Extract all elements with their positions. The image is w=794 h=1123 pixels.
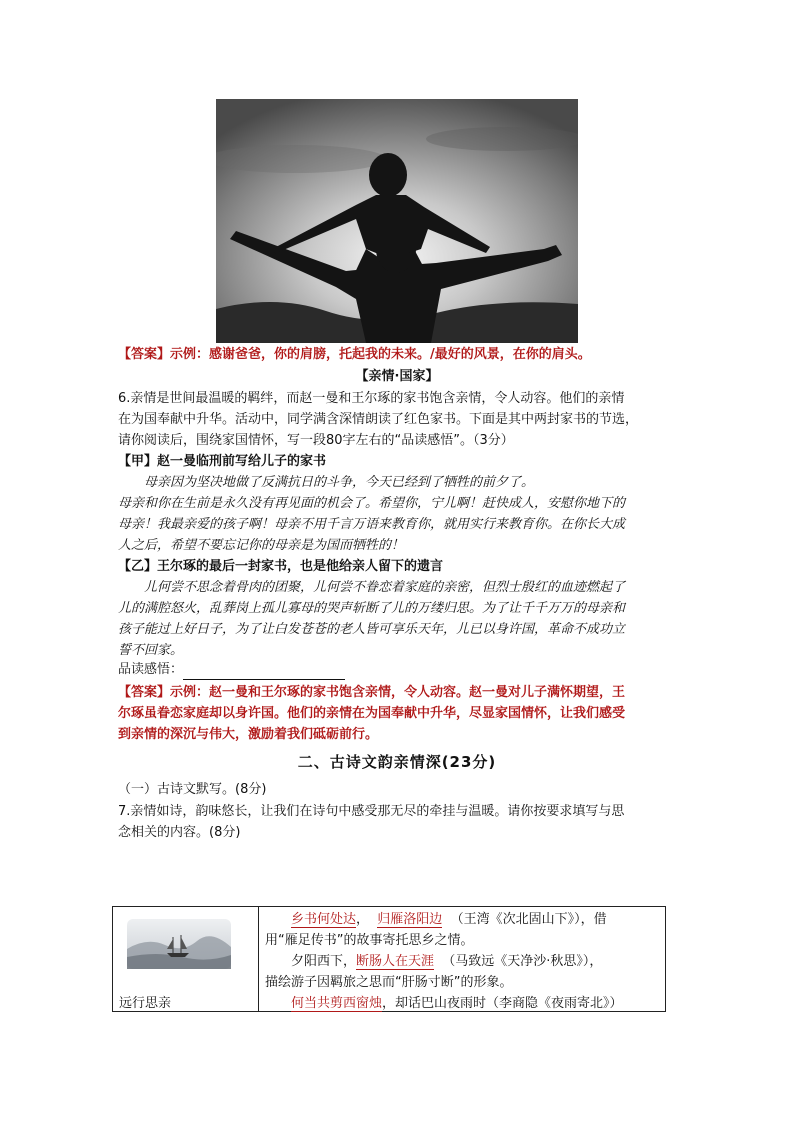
- letter-a-line-4: 人之后，希望不要忘记你的母亲是为国而牺牲的！: [118, 538, 405, 553]
- landscape-thumbnail: [127, 919, 231, 969]
- letter-b-title: 【乙】王尔琢的最后一封家书，也是他给亲人留下的遗言: [118, 559, 444, 574]
- letter-a-line-3: 母亲！我最亲爱的孩子啊！母亲不用千言万语来教育你，就用实行来教育你。在你长大成: [118, 517, 626, 532]
- father-child-silhouette-image: [216, 99, 578, 343]
- q6-line-3: 请你阅读后，围绕家国情怀，写一段80字左右的“品读感悟”。（3分）: [118, 433, 514, 448]
- poem-prefix-2: 夕阳西下，: [291, 954, 357, 969]
- answer-2-line-1: [118, 683, 625, 703]
- answer-2-text-1: 示例：赵一曼和王尔琢的家书饱含亲情，令人动容。赵一曼对儿子满怀期望，王: [170, 685, 626, 700]
- poem-source-2: （马致远《天净沙·秋思》），: [442, 954, 603, 969]
- answer-tag: 【答案】: [118, 347, 171, 362]
- part-2-title: 二、古诗文韵亲情深(23分): [297, 753, 497, 771]
- q6-line-2: 在为国奉献中升华。活动中，同学满含深情朗读了红色家书。下面是其中两封家书的节选，: [118, 412, 639, 427]
- poem-answer-2[interactable]: 归雁洛阳边: [377, 912, 443, 927]
- poem-row-1b: 用“雁足传书”的故事寄托思乡之情。: [265, 933, 474, 948]
- q7-line-2: 念相关的内容。(8分): [118, 825, 241, 840]
- poem-answer-3[interactable]: 断肠人在天涯: [356, 954, 435, 969]
- poem-sep: ，: [356, 912, 370, 927]
- letter-a-title: 【甲】赵一曼临刑前写给儿子的家书: [118, 454, 327, 469]
- q6-line-1: 6.亲情是世间最温暖的羁绊，而赵一曼和王尔琢的家书饱含亲情，令人动容。他们的亲情: [118, 391, 625, 406]
- letter-b-line-4: 誓不回家。: [118, 643, 184, 658]
- answer-2-line-3: 到亲情的深沉与伟大，激励着我们砥砺前行。: [118, 727, 379, 742]
- section-heading: 【亲情·国家】: [355, 369, 439, 384]
- category-label: 远行思亲: [119, 996, 172, 1011]
- poem-row-1: [291, 910, 607, 930]
- poem-row-3: [291, 994, 623, 1014]
- letter-b-line-2: 儿的满腔怒火，乱葬岗上孤儿寡母的哭声斩断了儿的万缕归思。为了让千千万万的母亲和: [118, 601, 626, 616]
- poem-answer-1[interactable]: 乡书何处达: [291, 912, 357, 927]
- poem-table: [112, 906, 666, 1012]
- sub-section-1: （一）古诗文默写。(8分): [118, 782, 267, 797]
- answer-1: [118, 345, 591, 365]
- poem-source-1: （王湾《次北固山下》），借: [450, 912, 607, 927]
- letter-a-line-1: 母亲因为坚决地做了反满抗日的斗争，今天已经到了牺牲的前夕了。: [144, 475, 535, 490]
- poem-rest-3: ，却话巴山夜雨时（李商隐《夜雨寄北》）: [382, 996, 623, 1011]
- poem-answer-4[interactable]: 何当共剪西窗烛: [291, 996, 383, 1011]
- poem-row-2b: 描绘游子因羁旅之思而“肝肠寸断”的形象。: [265, 975, 513, 990]
- answer-prefix: 示例：: [170, 347, 210, 362]
- answer-2-line-2: 尔琢虽眷恋家庭却以身许国。他们的亲情在为国奉献中升华，尽显家国情怀，让我们感受: [118, 706, 626, 721]
- response-row: [118, 660, 345, 680]
- letter-b-line-1: 儿何尝不思念着骨肉的团聚，儿何尝不眷恋着家庭的亲密，但烈士殷红的血迹燃起了: [144, 580, 626, 595]
- response-label: 品读感悟：: [118, 662, 184, 677]
- answer-text: 感谢爸爸，你的肩膀，托起我的未来。/最好的风景，在你的肩头。: [209, 347, 591, 362]
- category-cell: [113, 907, 259, 1012]
- q7-line-1: 7.亲情如诗，韵味悠长，让我们在诗句中感受那无尽的牵挂与温暖。请你按要求填写与思: [118, 804, 625, 819]
- letter-b-line-3: 孩子能过上好日子，为了让白发苍苍的老人皆可享乐天年，儿已以身许国，革命不成功立: [118, 622, 626, 637]
- poem-row-2: [291, 952, 602, 972]
- letter-a-line-2: 母亲和你在生前是永久没有再见面的机会了。希望你，宁儿啊！赶快成人，安慰你地下的: [118, 496, 626, 511]
- poem-lines-cell: [259, 907, 666, 1012]
- answer-2-tag: 【答案】: [118, 685, 171, 700]
- response-blank[interactable]: [183, 665, 345, 680]
